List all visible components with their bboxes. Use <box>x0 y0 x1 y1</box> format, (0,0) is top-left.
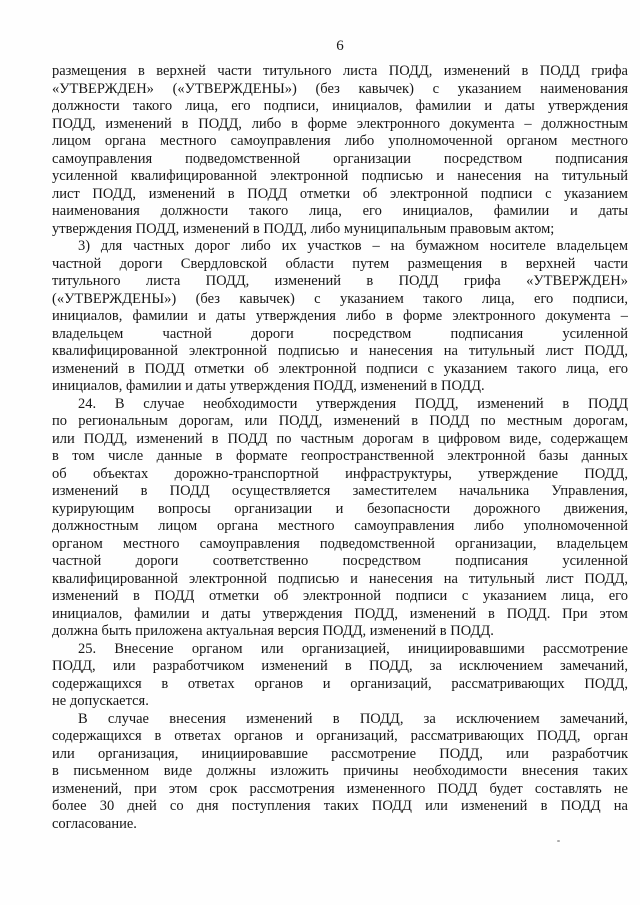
text-line: инициалов, фамилии и даты утверждения ПОДД, изменений в ПОДД. <box>52 378 485 394</box>
text-line: «УТВЕРЖДЕН» («УТВЕРЖДЕНЫ») (без кавычек) с указанием наименования <box>52 80 628 97</box>
text-line: изменений в ПОДД отметки об электронной подписи с указанием лица, его <box>52 588 628 604</box>
text-line: должностным лицом органа местного самоуправления либо уполномоченной <box>52 518 628 534</box>
paragraph <box>52 396 628 641</box>
text-line: об объектах дорожно-транспортной инфраструктуры, утверждение ПОДД, <box>52 465 628 482</box>
paragraph <box>52 641 628 711</box>
text-line: владельцем частной дороги посредством подписания усиленной <box>52 325 628 342</box>
text-line: согласование. <box>52 815 137 832</box>
text-line: в том числе данные в формате геопространственной электронной базы данных <box>52 448 628 464</box>
text-line: более 30 дней со дня поступления таких ПОДД или изменений в ПОДД на <box>52 798 628 814</box>
text-line: лист ПОДД, изменений в ПОДД отметки об электронной подписи с указанием <box>52 185 628 202</box>
text-line: или ПОДД, изменений в ПОДД по частным дорогам в цифровом виде, содержащем <box>52 430 628 447</box>
text-line: не допускается. <box>52 693 149 709</box>
text-line: в письменном виде должны изложить причины необходимости внесения таких <box>52 763 628 779</box>
text-line: утверждения ПОДД, изменений в ПОДД, либо муниципальным правовым актом; <box>52 220 555 237</box>
text-line: В случае внесения изменений в ПОДД, за исключением замечаний, <box>78 710 628 727</box>
text-line: инициалов, фамилии и даты утверждения либо в форме электронного документа – <box>52 308 628 324</box>
text-line: лицом органа местного самоуправления либо уполномоченной органом местного <box>52 133 628 149</box>
text-line: органом местного самоуправления подведомственной организации, владельцем <box>52 535 628 552</box>
text-line: 3) для частных дорог либо их участков – на бумажном носителе владельцем <box>78 238 628 254</box>
text-line: самоуправления подведомственной организации посредством подписания <box>52 150 628 167</box>
paragraph <box>52 63 628 238</box>
text-line: изменений, при этом срок рассмотрения измененного ПОДД будет составлять не <box>52 780 628 797</box>
text-line: ПОДД, изменений в ПОДД, либо в форме электронного документа – должностным <box>52 115 628 132</box>
text-line: размещения в верхней части титульного листа ПОДД, изменений в ПОДД грифа <box>52 63 628 79</box>
text-line: ПОДД, или разработчиком изменений в ПОДД, за исключением замечаний, <box>52 658 628 674</box>
text-line: («УТВЕРЖДЕНЫ») (без кавычек) с указанием такого лица, его подписи, <box>52 290 628 307</box>
scan-speck-artifact <box>557 840 560 842</box>
text-line: содержащихся в ответах органов и организаций, рассматривающих ПОДД, орган <box>52 728 628 744</box>
text-line: титульного листа ПОДД, изменений в ПОДД грифа «УТВЕРЖДЕН» <box>52 273 628 289</box>
text-line: инициалов, фамилии и даты утверждения ПОДД, изменений в ПОДД. При этом <box>52 605 628 622</box>
text-line: наименования должности такого лица, его инициалов, фамилии и даты <box>52 203 628 219</box>
text-line: частной дороги Свердловской области путем размещения в верхней части <box>52 255 628 272</box>
text-line: 25. Внесение органом или организацией, инициировавшими рассмотрение <box>78 640 628 657</box>
text-line: квалифицированной электронной подписью и нанесения на титульный лист ПОДД, <box>52 343 628 359</box>
text-line: квалифицированной электронной подписью и нанесения на титульный лист ПОДД, <box>52 570 628 587</box>
text-line: изменений в ПОДД отметки об электронной подписи с указанием такого лица, его <box>52 360 628 377</box>
document-body <box>52 63 628 833</box>
text-line: или организация, инициировавшие рассмотрение ПОДД, или разработчик <box>52 745 628 762</box>
paragraph <box>52 238 628 396</box>
text-line: изменений в ПОДД осуществляется заместителем начальника Управления, <box>52 483 628 499</box>
text-line: по региональным дорогам, или ПОДД, изменений в ПОДД по местным дорогам, <box>52 413 628 429</box>
text-line: частной дороги соответственно посредством подписания усиленной <box>52 553 628 569</box>
text-line: должности такого лица, его подписи, инициалов, фамилии и даты утверждения <box>52 98 628 114</box>
text-line: усиленной квалифицированной электронной подписью и нанесения на титульный <box>52 168 628 184</box>
page-number: 6 <box>336 38 344 54</box>
text-line: курирующим вопросы организации и безопасности дорожного движения, <box>52 500 628 517</box>
text-line: 24. В случае необходимости утверждения ПОДД, изменений в ПОДД <box>78 395 628 412</box>
text-line: должна быть приложена актуальная версия ПОДД, изменений в ПОДД. <box>52 623 494 639</box>
text-line: содержащихся в ответах органов и организаций, рассматривающих ПОДД, <box>52 675 628 692</box>
paragraph <box>52 711 628 834</box>
